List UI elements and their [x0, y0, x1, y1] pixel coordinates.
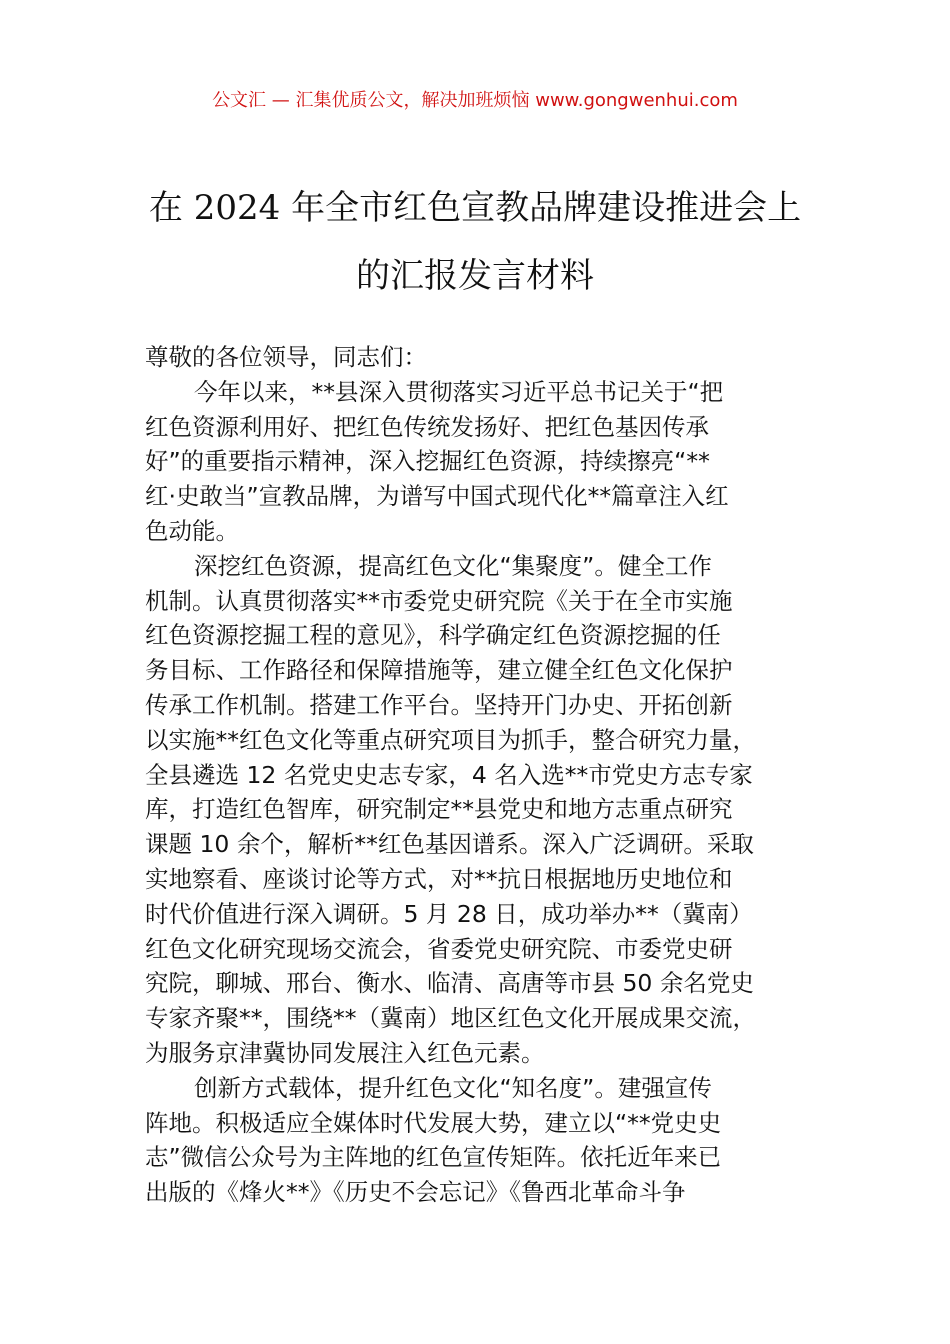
paragraphs [145, 375, 835, 1210]
paragraph-line: 出版的《烽火**》《历史不会忘记》《鲁西北革命斗争 [145, 1178, 686, 1207]
paragraph-line: 阵地。积极适应全媒体时代发展大势，建立以“**党史史 [145, 1108, 722, 1137]
paragraph-line: 库，打造红色智库，研究制定**县党史和地方志重点研究 [145, 795, 733, 824]
paragraph [145, 1071, 835, 1210]
paragraph-line: 传承工作机制。搭建工作平台。坚持开门办史、开拓创新 [145, 690, 733, 719]
paragraph [145, 375, 835, 549]
paragraph-line: 时代价值进行深入调研。5 月 28 日，成功举办**（冀南） [145, 899, 753, 928]
paragraph [145, 549, 835, 1071]
paragraph-line: 红色资源挖掘工程的意见》，科学确定红色资源挖掘的任 [145, 621, 721, 650]
paragraph-line: 红色资源利用好、把红色传统发扬好、把红色基因传承 [145, 412, 709, 441]
paragraph-line: 创新方式载体，提升红色文化“知名度”。建强宣传 [194, 1073, 712, 1102]
salutation: 尊敬的各位领导，同志们： [145, 343, 427, 371]
paragraph-line: 专家齐聚**，围绕**（冀南）地区红色文化开展成果交流， [145, 1004, 756, 1033]
paragraph-line: 课题 10 余个，解析**红色基因谱系。深入广泛调研。采取 [145, 830, 754, 859]
paragraph-line: 深挖红色资源，提高红色文化“集聚度”。健全工作 [194, 551, 712, 580]
document-body [145, 340, 835, 1210]
paragraph-line: 究院，聊城、邢台、衡水、临清、高唐等市县 50 余名党史 [145, 969, 754, 998]
paragraph-line: 实地察看、座谈讨论等方式，对**抗日根据地历史地位和 [145, 864, 733, 893]
paragraph-line: 色动能。 [145, 516, 239, 545]
document-title-line-1: 在 2024 年全市红色宣教品牌建设推进会上 [148, 188, 802, 228]
paragraph-line: 志”微信公众号为主阵地的红色宣传矩阵。依托近年来已 [145, 1143, 722, 1172]
paragraph-line: 以实施**红色文化等重点研究项目为抓手，整合研究力量， [145, 725, 756, 754]
paragraph-line: 为服务京津冀协同发展注入红色元素。 [145, 1038, 545, 1067]
paragraph-line: 全县遴选 12 名党史史志专家，4 名入选**市党史方志专家 [145, 760, 753, 789]
document-title-line-2: 的汇报发言材料 [356, 256, 594, 296]
paragraph-line: 红色文化研究现场交流会，省委党史研究院、市委党史研 [145, 934, 733, 963]
paragraph-line: 红·史敢当”宣教品牌，为谱写中国式现代化**篇章注入红 [145, 482, 729, 511]
paragraph-line: 今年以来，**县深入贯彻落实习近平总书记关于“把 [194, 377, 724, 406]
paragraph-line: 好”的重要指示精神，深入挖掘红色资源，持续擦亮“** [145, 447, 710, 476]
paragraph-line: 机制。认真贯彻落实**市委党史研究院《关于在全市实施 [145, 586, 733, 615]
site-watermark-header: 公文汇 — 汇集优质公文，解决加班烦恼 www.gongwenhui.com [212, 90, 738, 111]
paragraph-line: 务目标、工作路径和保障措施等，建立健全红色文化保护 [145, 656, 733, 685]
